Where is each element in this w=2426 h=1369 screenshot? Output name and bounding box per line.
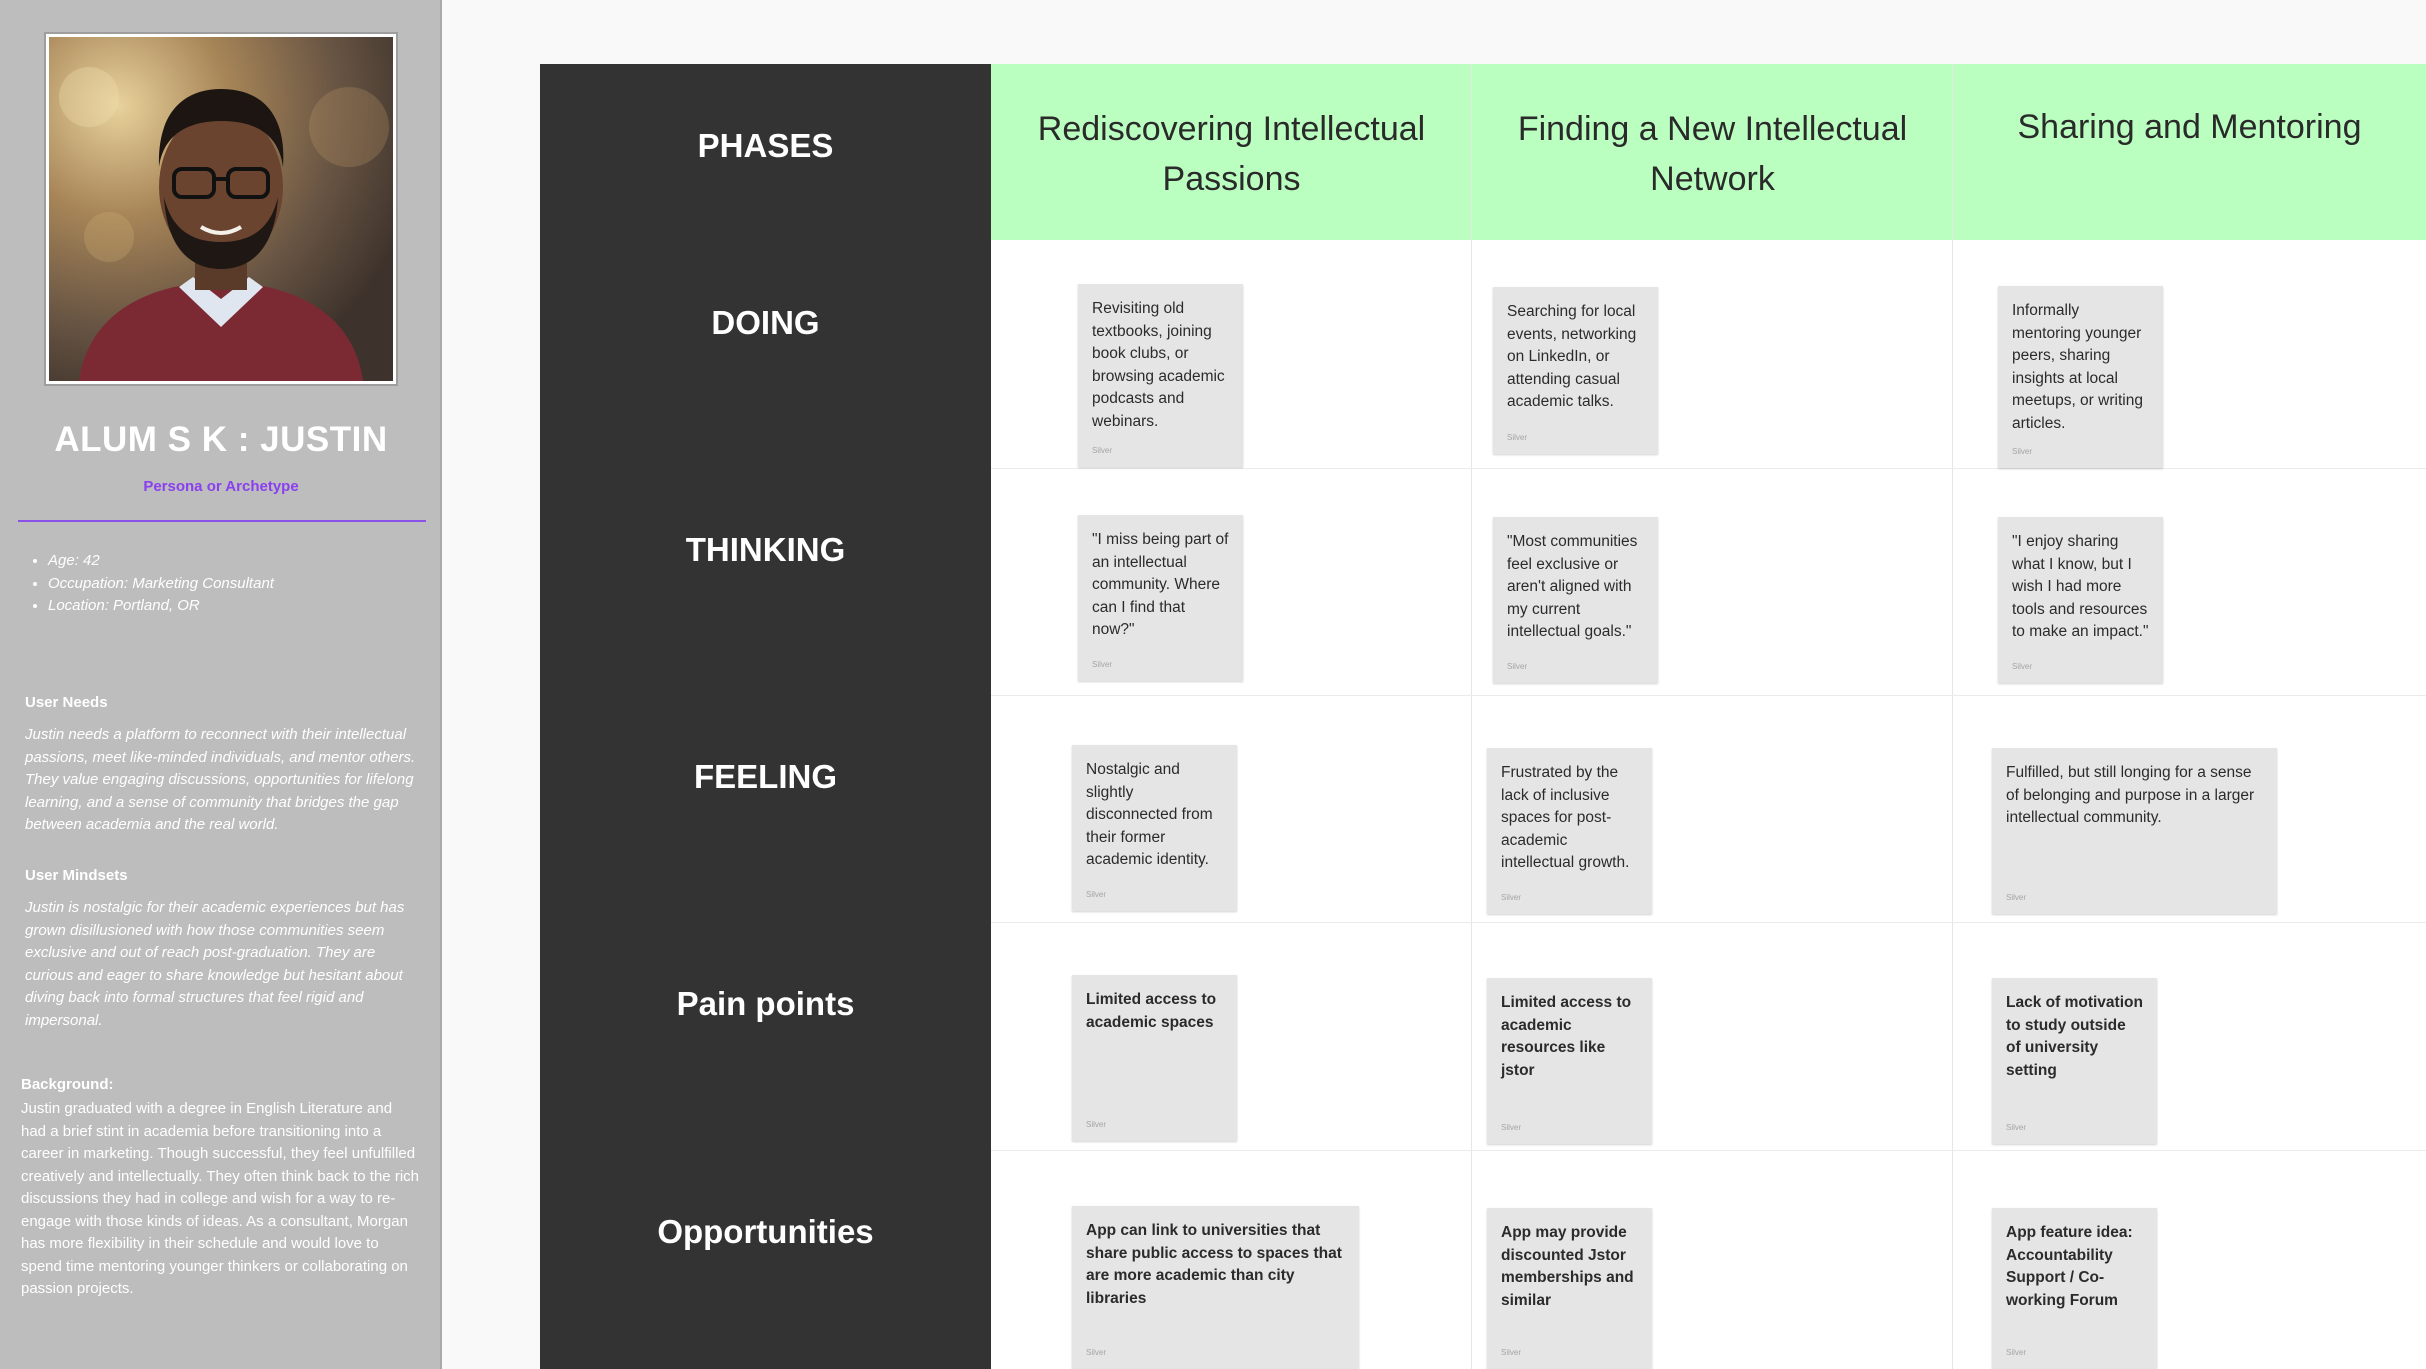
sticky-note-doing-2[interactable] bbox=[1493, 287, 1658, 454]
sticky-text: Lack of motivation to study outside of university setting bbox=[2006, 994, 2143, 1079]
user-mindsets-title: User Mindsets bbox=[25, 867, 128, 884]
sticky-tag: Silver bbox=[1501, 893, 1522, 902]
row-label-column bbox=[540, 64, 991, 1369]
persona-photo bbox=[44, 32, 398, 386]
sticky-text: Frustrated by the lack of inclusive spaces for post-academic intellectual growth. bbox=[1501, 764, 1630, 871]
sticky-tag: Silver bbox=[1086, 1348, 1107, 1357]
sticky-tag: Silver bbox=[1501, 1348, 1522, 1357]
sticky-note-feeling-3[interactable] bbox=[1992, 748, 2277, 914]
column-divider bbox=[1471, 64, 1472, 1369]
row-label-feeling: FEELING bbox=[693, 758, 837, 795]
sticky-tag: Silver bbox=[2006, 1348, 2027, 1357]
journey-map-board bbox=[540, 64, 2426, 1369]
row-label-thinking: THINKING bbox=[685, 531, 846, 568]
sticky-note-doing-1[interactable] bbox=[1078, 284, 1243, 467]
persona-subtitle: Persona or Archetype bbox=[143, 478, 299, 495]
row-divider bbox=[991, 695, 2426, 696]
sticky-note-thinking-3[interactable] bbox=[1998, 517, 2163, 683]
sticky-note-thinking-1[interactable] bbox=[1078, 515, 1243, 681]
sticky-text: "I miss being part of an intellectual community. Where can I find that now?" bbox=[1092, 531, 1229, 638]
phase-header-3 bbox=[1953, 64, 2426, 240]
sticky-text: Limited access to academic spaces bbox=[1086, 991, 1217, 1031]
row-divider bbox=[991, 468, 2426, 469]
sticky-tag: Silver bbox=[2012, 662, 2033, 671]
background-title: Background: bbox=[21, 1076, 114, 1093]
sticky-text: App feature idea: Accountability Support / Co-working Forum bbox=[2006, 1224, 2133, 1309]
phase-title-2: Finding a New Intellectual Network bbox=[1517, 110, 1908, 198]
sticky-text: App may provide discounted Jstor memberships and similar bbox=[1501, 1224, 1634, 1309]
persona-divider bbox=[18, 520, 426, 522]
sticky-tag: Silver bbox=[1507, 662, 1528, 671]
sticky-note-opportunity-3[interactable] bbox=[1992, 1208, 2157, 1369]
sticky-tag: Silver bbox=[1086, 890, 1107, 899]
sticky-note-feeling-1[interactable] bbox=[1072, 745, 1237, 911]
phase-header-2 bbox=[1472, 64, 1953, 240]
sticky-text: "I enjoy sharing what I know, but I wish I had more tools and resources to make an impact." bbox=[2012, 533, 2149, 640]
sticky-note-opportunity-1[interactable] bbox=[1072, 1206, 1359, 1369]
sticky-text: Nostalgic and slightly disconnected from their former academic identity. bbox=[1086, 761, 1213, 868]
sticky-note-doing-3[interactable] bbox=[1998, 286, 2163, 468]
sticky-note-thinking-2[interactable] bbox=[1493, 517, 1658, 683]
row-label-opportunities: Opportunities bbox=[657, 1213, 874, 1250]
row-divider bbox=[991, 922, 2426, 923]
sticky-text: App can link to universities that share public access to spaces that are more academic than city libraries bbox=[1086, 1222, 1342, 1307]
persona-facts-list bbox=[30, 550, 274, 618]
fact-location: • Location: Portland, OR bbox=[48, 595, 274, 618]
persona-sidebar bbox=[0, 0, 442, 1369]
row-label-phases: PHASES bbox=[697, 127, 834, 164]
sticky-text: Informally mentoring younger peers, sharing insights at local meetups, or writing articles. bbox=[2012, 302, 2143, 432]
row-label-doing: DOING bbox=[711, 304, 820, 341]
row-label-pain-points: Pain points bbox=[676, 985, 855, 1022]
sticky-note-pain-point-1[interactable] bbox=[1072, 975, 1237, 1141]
user-needs-title: User Needs bbox=[25, 694, 108, 711]
persona-portrait-illustration bbox=[49, 37, 393, 381]
column-divider bbox=[1952, 64, 1953, 1369]
sticky-note-feeling-2[interactable] bbox=[1487, 748, 1652, 914]
sticky-text: Fulfilled, but still longing for a sense of belonging and purpose in a larger intellectual community. bbox=[2006, 764, 2255, 826]
sticky-tag: Silver bbox=[2006, 893, 2027, 902]
user-mindsets-body: Justin is nostalgic for their academic experiences but has grown disillusioned with how those communities seem exclusive and out of reach post-graduation. They are curious and eager to share knowledge but hesitant about diving back into formal structures that feel rigid and impersonal. bbox=[25, 899, 405, 1029]
sticky-tag: Silver bbox=[1507, 433, 1528, 442]
sticky-text: Revisiting old textbooks, joining book clubs, or browsing academic podcasts and webinars. bbox=[1092, 300, 1225, 430]
sticky-note-pain-point-3[interactable] bbox=[1992, 978, 2157, 1144]
persona-name: ALUM S K : JUSTIN bbox=[54, 420, 388, 459]
sticky-text: Limited access to academic resources like jstor bbox=[1501, 994, 1632, 1079]
sticky-tag: Silver bbox=[1092, 446, 1113, 455]
fact-occupation: • Occupation: Marketing Consultant bbox=[48, 573, 274, 596]
sticky-note-pain-point-2[interactable] bbox=[1487, 978, 1652, 1144]
background-body: Justin graduated with a degree in English Literature and had a brief stint in academia before transitioning into a career in marketing. Though successful, they feel unfulfilled creatively and intellectually. They often think back to the rich discussions they had in college and wish for a way to re-engage with those kinds of ideas. As a consultant, Morgan has more flexibility in their schedule and would love to spend time mentoring younger thinkers or collaborating on passion projects. bbox=[21, 1100, 419, 1297]
phase-title-1: Rediscovering Intellectual Passions bbox=[1037, 110, 1426, 198]
sticky-note-opportunity-2[interactable] bbox=[1487, 1208, 1652, 1369]
sticky-text: Searching for local events, networking on LinkedIn, or attending casual academic talks. bbox=[1507, 303, 1637, 410]
sticky-tag: Silver bbox=[1501, 1123, 1522, 1132]
sticky-tag: Silver bbox=[2006, 1123, 2027, 1132]
fact-age: • Age: 42 bbox=[48, 550, 274, 573]
sticky-tag: Silver bbox=[1086, 1120, 1107, 1129]
row-divider bbox=[991, 1150, 2426, 1151]
phase-title-3: Sharing and Mentoring bbox=[2017, 108, 2362, 146]
phase-header-1 bbox=[991, 64, 1472, 240]
sticky-tag: Silver bbox=[2012, 447, 2033, 456]
user-needs-body: Justin needs a platform to reconnect with their intellectual passions, meet like-minded individuals, and mentor others. They value engaging discussions, opportunities for lifelong learning, and a sense of community that bridges the gap between academia and the real world. bbox=[25, 726, 416, 833]
sticky-tag: Silver bbox=[1092, 660, 1113, 669]
sticky-text: "Most communities feel exclusive or aren't aligned with my current intellectual goals." bbox=[1507, 533, 1638, 640]
